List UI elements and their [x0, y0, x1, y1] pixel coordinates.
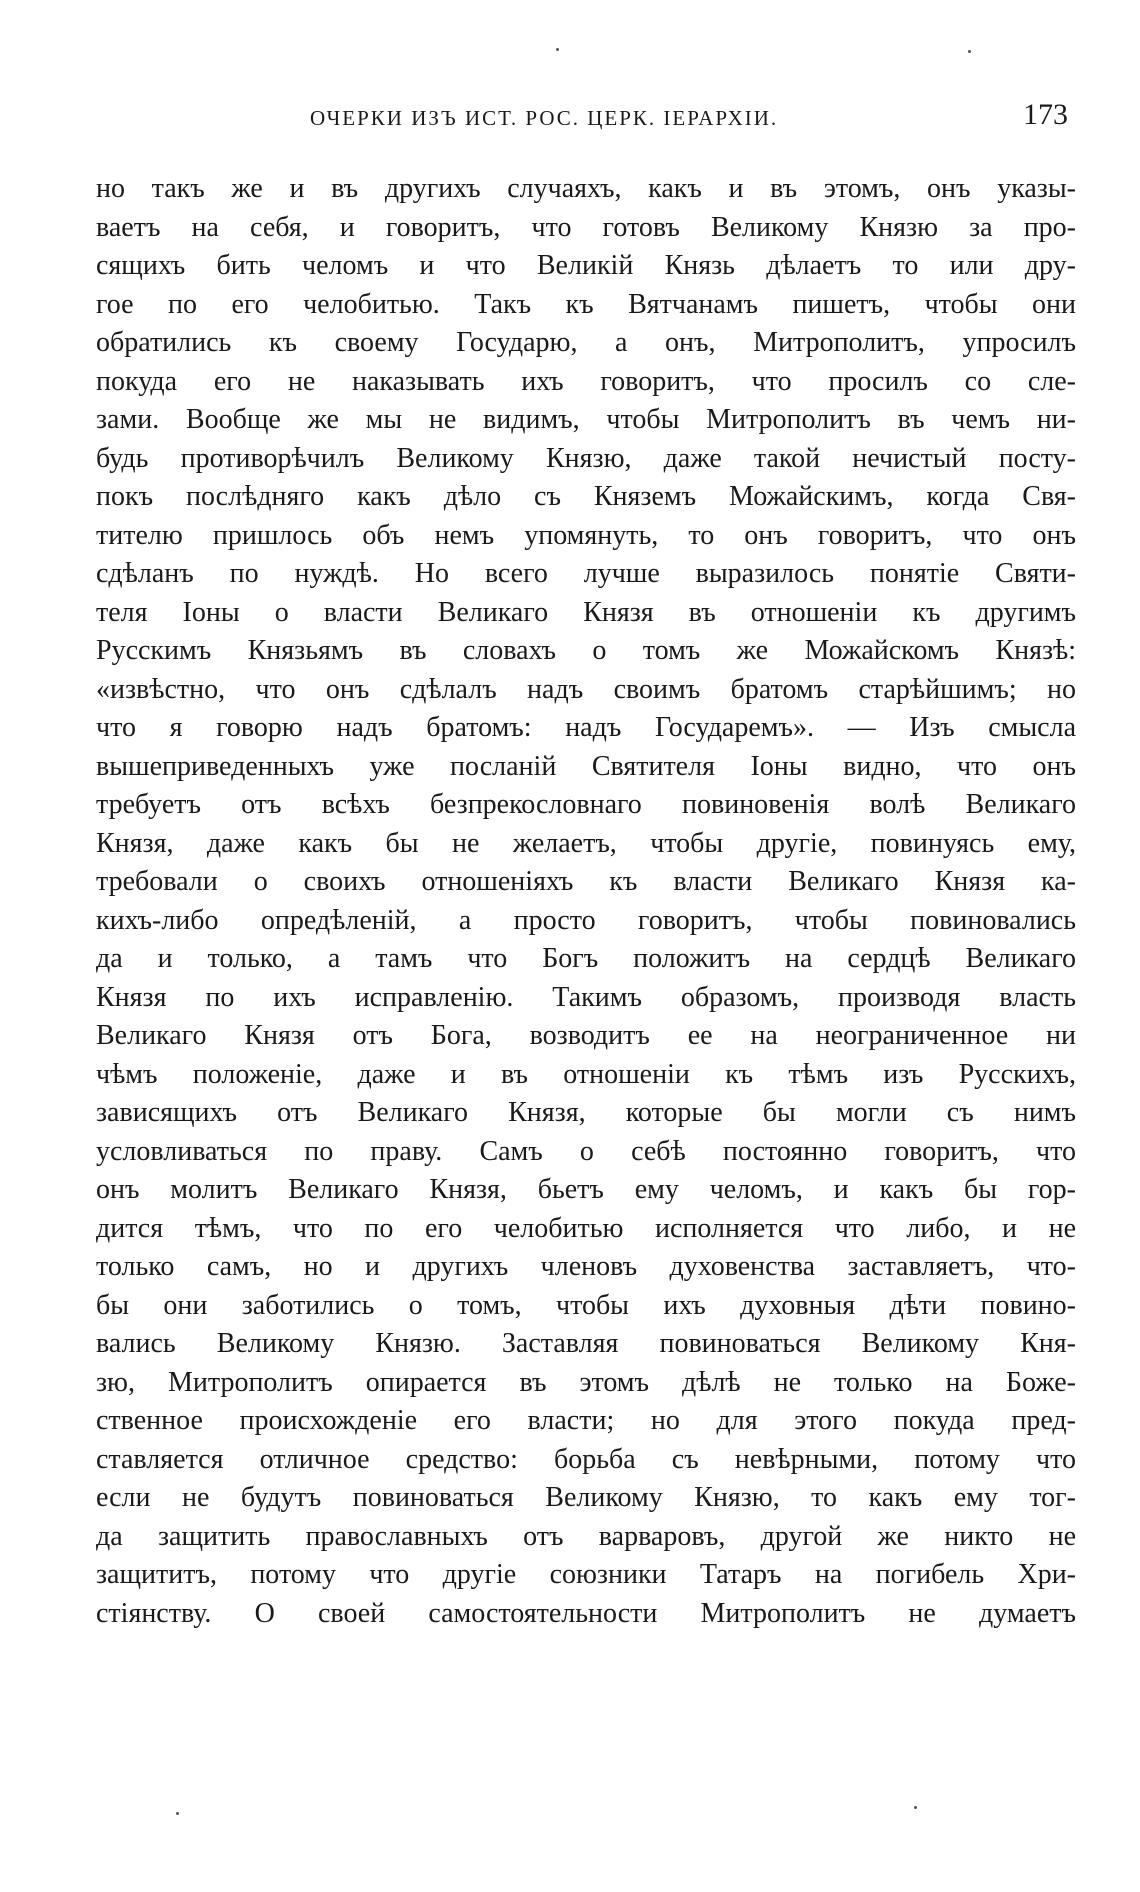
text-line: тителю пришлось объ немъ упомянуть, то онъ говоритъ, что онъ: [96, 519, 1076, 551]
text-line: теля Iоны о власти Великаго Князя въ отношенiи къ другимъ: [96, 596, 1076, 628]
text-line: гое по его челобитью. Такъ къ Вятчанамъ пишетъ, чтобы они: [96, 288, 1076, 320]
text-line: да и только, а тамъ что Богъ положитъ на сердцѣ Великаго: [96, 943, 1076, 974]
print-speck: [968, 50, 971, 53]
text-line: защититъ, потому что другiе союзники Татаръ на погибель Хри-: [96, 1559, 1076, 1590]
text-line: ственное происхожденiе его власти; но для этого покуда пред-: [96, 1405, 1076, 1436]
text-line: ваетъ на себя, и говоритъ, что готовъ Великому Князю за про-: [96, 211, 1076, 243]
text-line: зависящихъ отъ Великаго Князя, которые бы могли съ нимъ: [96, 1097, 1076, 1128]
text-line: если не будутъ повиноваться Великому Князю, то какъ ему тог-: [96, 1482, 1076, 1513]
text-line: Русскимъ Князьямъ въ словахъ о томъ же Можайскомъ Князѣ:: [96, 635, 1076, 666]
text-line: «извѣстно, что онъ сдѣлалъ надъ своимъ братомъ старѣйшимъ; но: [96, 673, 1076, 705]
text-line: но такъ же и въ другихъ случаяхъ, какъ и въ этомъ, онъ указы-: [96, 173, 1076, 204]
text-body: [96, 170, 1076, 1633]
text-line: чѣмъ положенiе, даже и въ отношенiи къ тѣмъ изъ Русскихъ,: [96, 1058, 1076, 1090]
text-line: только самъ, но и другихъ членовъ духовенства заставляетъ, что-: [96, 1251, 1076, 1282]
running-title: ОЧЕРКИ ИЗЪ ИСТ. РОС. ЦЕРК. IЕРАРХIИ.: [310, 106, 779, 130]
print-speck: [556, 48, 559, 51]
text-line: зю, Митрополитъ опирается въ этомъ дѣлѣ не только на Боже-: [96, 1366, 1076, 1398]
running-head: [96, 98, 1076, 142]
text-line: зами. Вообще же мы не видимъ, чтобы Митрополитъ въ чемъ ни-: [96, 404, 1076, 435]
text-line: Князя, даже какъ бы не желаетъ, чтобы другiе, повинуясь ему,: [96, 827, 1076, 859]
text-line: да защитить православныхъ отъ варваровъ, другой же никто не: [96, 1520, 1076, 1552]
print-speck: [914, 1806, 917, 1809]
text-line: требуетъ отъ всѣхъ безпрекословнаго повиновенiя волѣ Великаго: [96, 789, 1076, 820]
text-line: условливаться по праву. Самъ о себѣ постоянно говоритъ, что: [96, 1135, 1076, 1167]
text-line: стiянству. О своей самостоятельности Митрополитъ не думаетъ: [96, 1597, 1076, 1629]
text-line: бы они заботились о томъ, чтобы ихъ духовныя дѣти повино-: [96, 1289, 1076, 1321]
page-number: 173: [1023, 98, 1068, 131]
print-speck: [176, 1812, 179, 1815]
text-line: Князя по ихъ исправленiю. Такимъ образомъ, производя власть: [96, 981, 1076, 1013]
text-line: обратились къ своему Государю, а онъ, Митрополитъ, упросилъ: [96, 327, 1076, 358]
text-line: что я говорю надъ братомъ: надъ Государемъ». — Изъ смысла: [96, 712, 1076, 743]
text-line: кихъ-либо опредѣленiй, а просто говоритъ, чтобы повиновались: [96, 904, 1076, 936]
text-line: онъ молитъ Великаго Князя, бьетъ ему челомъ, и какъ бы гор-: [96, 1174, 1076, 1205]
text-line: сдѣланъ по нуждѣ. Но всего лучше выразилось понятiе Святи-: [96, 558, 1076, 589]
text-line: ставляется отличное средство: борьба съ невѣрными, потому что: [96, 1443, 1076, 1475]
text-line: требовали о своихъ отношенiяхъ къ власти Великаго Князя ка-: [96, 866, 1076, 897]
text-line: Великаго Князя отъ Бога, возводитъ ее на неограниченное ни: [96, 1020, 1076, 1051]
text-line: вались Великому Князю. Заставляя повиноваться Великому Кня-: [96, 1328, 1076, 1359]
text-line: покуда его не наказывать ихъ говоритъ, что просилъ со сле-: [96, 365, 1076, 397]
text-line: сящихъ бить челомъ и что Великiй Князь дѣлаетъ то или дру-: [96, 250, 1076, 281]
text-line: покъ послѣдняго какъ дѣло съ Княземъ Можайскимъ, когда Свя-: [96, 481, 1076, 512]
text-line: дится тѣмъ, что по его челобитью исполняется что либо, и не: [96, 1212, 1076, 1244]
text-line: будь противорѣчилъ Великому Князю, даже такой нечистый посту-: [96, 442, 1076, 474]
text-line: вышеприведенныхъ уже посланiй Святителя Iоны видно, что онъ: [96, 750, 1076, 782]
